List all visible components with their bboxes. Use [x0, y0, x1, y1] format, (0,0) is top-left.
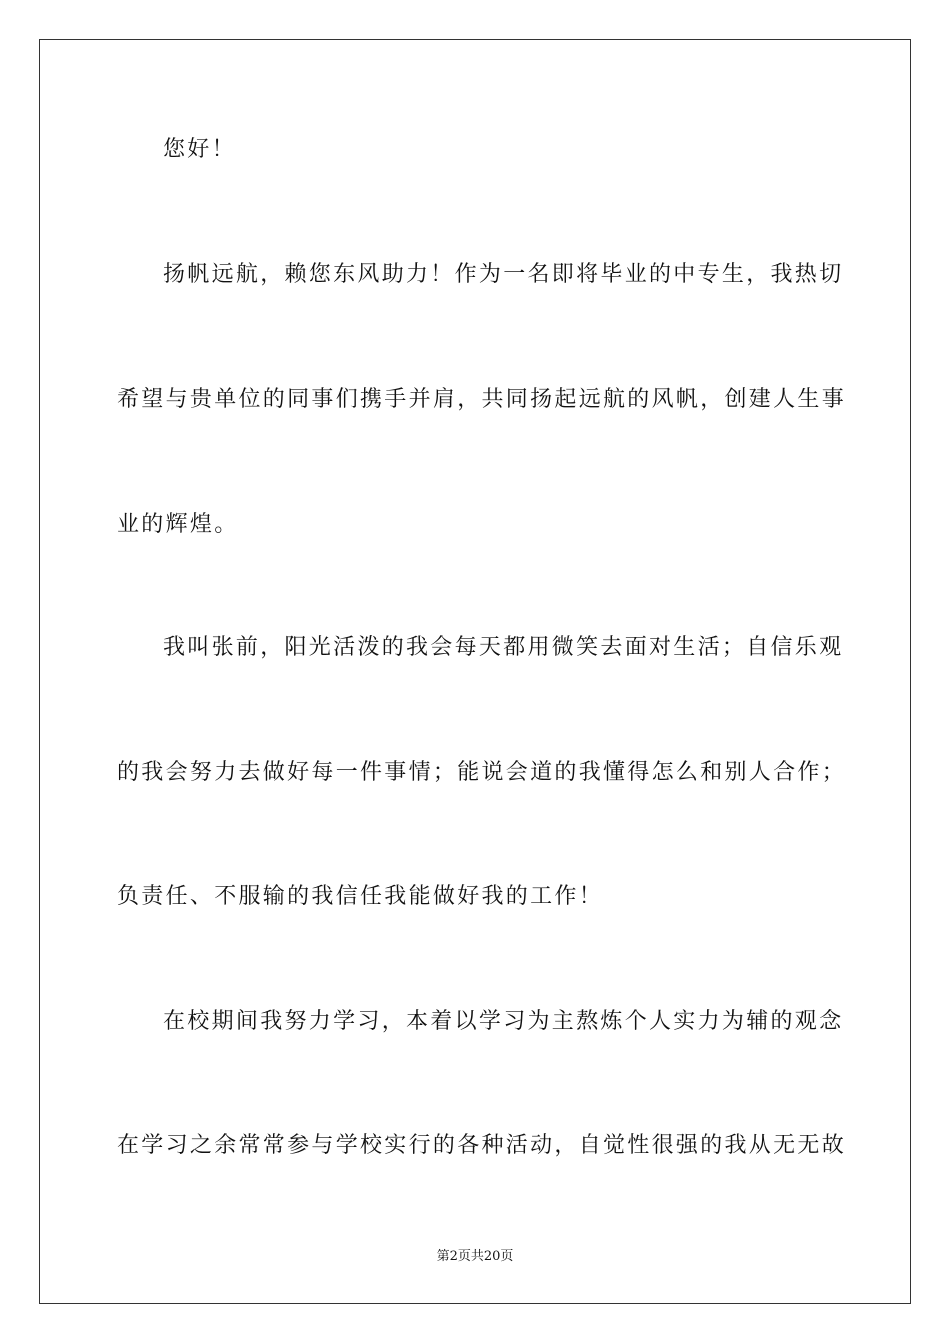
- page-total: 共20页: [470, 1249, 514, 1264]
- paragraph-1-line-2: 希望与贵单位的同事们携手并肩，共同扬起远航的风帆，创建人生事: [117, 387, 847, 412]
- paragraph-2-line-2: 的我会努力去做好每一件事情；能说会道的我懂得怎么和别人合作；: [117, 760, 847, 785]
- paragraph-3-line-1: 在校期间我努力学习，本着以学习为主熬炼个人实力为辅的观念: [163, 1009, 844, 1034]
- page-border: [39, 39, 911, 1304]
- greeting-line: 您好！: [163, 137, 236, 162]
- paragraph-2-line-1: 我叫张前，阳光活泼的我会每天都用微笑去面对生活；自信乐观: [163, 635, 844, 660]
- paragraph-3-line-2: 在学习之余常常参与学校实行的各种活动，自觉性很强的我从无无故: [117, 1133, 847, 1158]
- paragraph-1-line-3: 业的辉煌。: [117, 512, 239, 537]
- page-footer: [0, 1249, 950, 1265]
- page-number: 第2页: [436, 1249, 471, 1264]
- paragraph-1-line-1: 扬帆远航，赖您东风助力！作为一名即将毕业的中专生，我热切: [163, 262, 844, 287]
- paragraph-2-line-3: 负责任、不服输的我信任我能做好我的工作！: [117, 884, 604, 909]
